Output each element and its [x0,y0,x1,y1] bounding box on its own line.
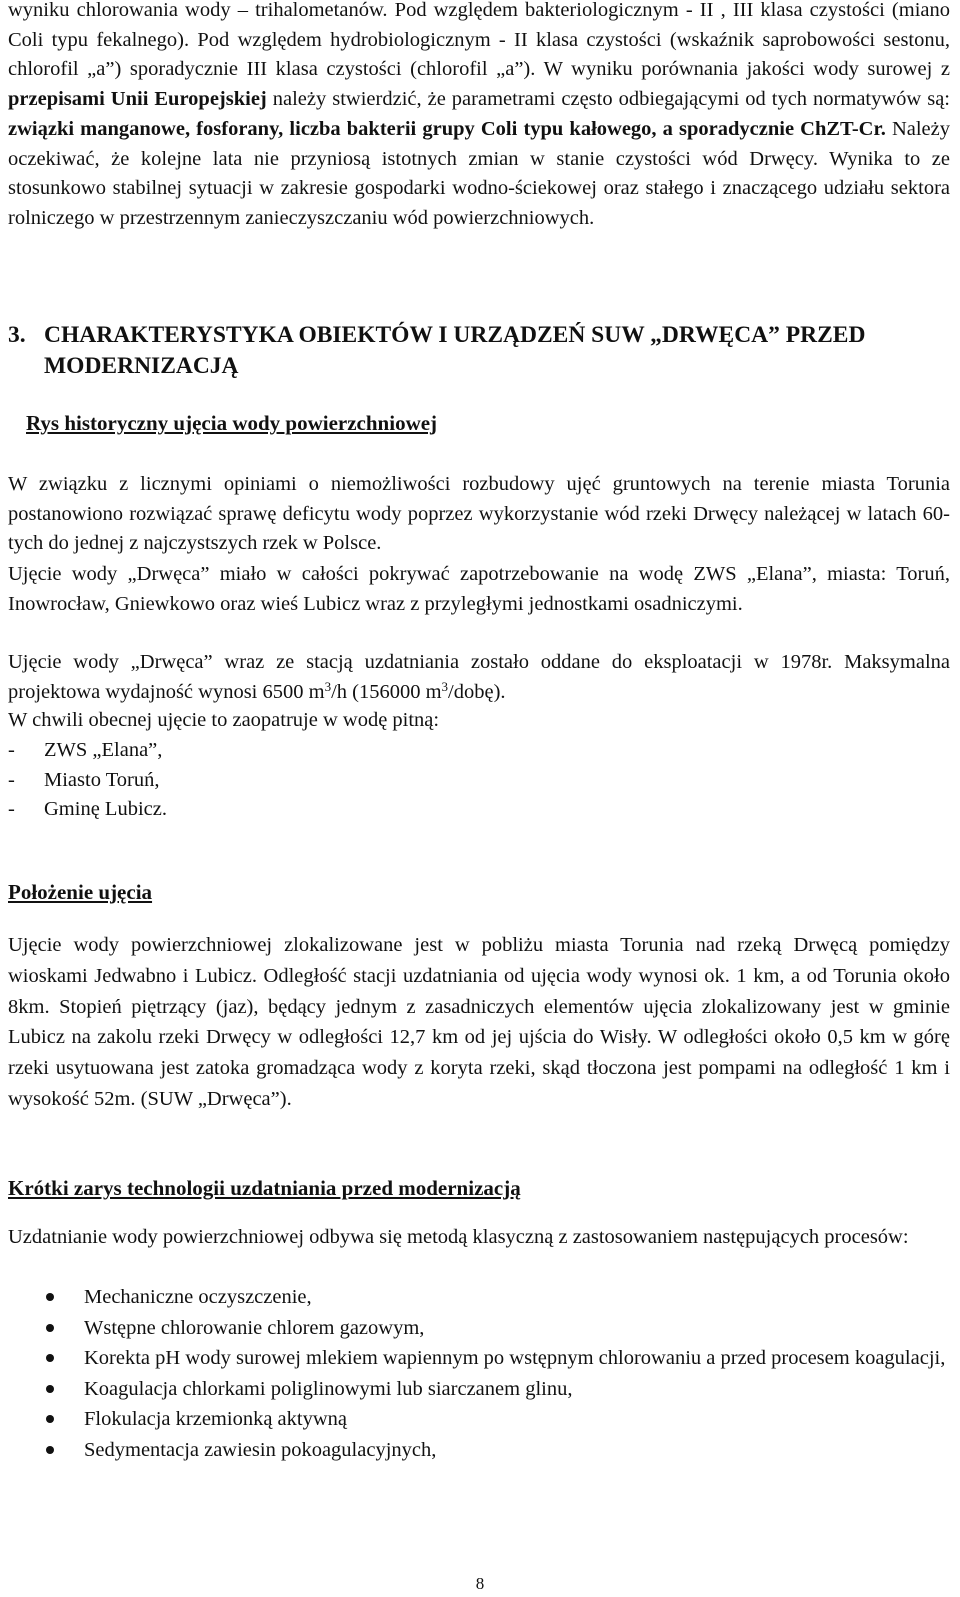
intro-bold-2: związki manganowe, fosforany, liczba bakterii grupy Coli typu kałowego, a sporadycznie ChZT-Cr. [8,117,886,140]
history-paragraph-4: W chwili obecnej ujęcie to zaopatruje w wodę pitną: [8,709,440,731]
bullet-icon [46,1385,54,1393]
list-item [8,736,167,766]
technology-paragraph: Uzdatnianie wody powierzchniowej odbywa się metodą klasyczną z zastosowaniem następujących procesów: [8,1226,909,1248]
list-item-text: Wstępne chlorowanie chlorem gazowym, [84,1316,425,1339]
list-item [8,795,167,825]
section-3-heading [8,320,950,382]
location-heading: Położenie ujęcia [8,880,153,904]
dash-marker: - [8,739,15,761]
list-item-text: Miasto Toruń, [44,768,160,791]
list-item [8,1374,950,1405]
list-item-text: Korekta pH wody surowej mlekiem wapiennym po wstępnym chlorowaniu a przed procesem koagulacji, [84,1347,946,1369]
list-item [8,1343,950,1374]
history-p3-text-b: /h (156000 m [331,680,442,703]
page-number: 8 [475,1574,485,1593]
history-p3-text-c: /dobę). [448,680,506,703]
bullet-icon [46,1293,54,1301]
list-item-text: Gminę Lubicz. [44,798,167,821]
history-p3-sup-2: 3 [441,678,449,694]
list-item [8,1282,950,1313]
intro-bold-1: przepisami Unii Europejskiej [8,88,267,111]
history-p3-text-a: Ujęcie wody „Drwęca” wraz ze stacją uzdatniania zostało oddane do eksploatacji w 1978r. Maksymalna projektowa wydajność wynosi 6500 m [8,651,950,703]
section-3-title-line2: MODERNIZACJĄ [44,353,239,379]
intro-text-2: należy stwierdzić, że parametrami często odbiegającymi od tych normatywów są: [266,88,950,111]
list-item [8,1404,950,1435]
list-item [8,766,167,796]
dash-marker: - [8,768,15,791]
bullet-icon [46,1446,54,1454]
list-item [8,1435,950,1466]
intro-text-3: Należy oczekiwać, że kolejne lata nie przyniosą istotnych zmian w stanie czystości wód Drwęcy. Wynika to ze stosunkowo stabilnej sytuacji w zakresie gospodarki wodno-ściekowej oraz stałego i znaczącego udziału sektora rolniczego w przestrzennym zanieczyszczaniu wód powierzchniowych. [8,117,950,229]
list-item-text: Mechaniczne oczyszczenie, [84,1286,312,1308]
bullet-icon [46,1354,54,1362]
intro-paragraph [8,0,950,234]
history-paragraph-1: W związku z licznymi opiniami o niemożliwości rozbudowy ujęć gruntowych na terenie miasta Torunia postanowiono rozwiązać sprawę deficytu wody poprzez wykorzystanie wód rzeki Drwęcy należącej w latach 60-tych do jednej z najczystszych rzek w Polsce. [8,473,950,555]
process-list [8,1282,950,1465]
list-item-text: Flokulacja krzemionką aktywną [84,1408,347,1430]
list-item [8,1313,950,1344]
list-item-text: Sedymentacja zawiesin pokoagulacyjnych, [84,1438,437,1461]
section-3-number: 3. [8,322,26,348]
intro-text-1: wyniku chlorowania wody – trihalometanów. Pod względem bakteriologicznym - II , III klasa czystości (miano Coli typu fekalnego). Pod względem hydrobiologicznym - II klasa czystości (wskaźnik saprobowości sestonu, chlorofil „a”) sporadycznie III klasa czystości (chlorofil „a”). W wyniku porównania jakości wody surowej z [8,0,950,81]
list-item-text: Koagulacja chlorkami poliglinowymi lub siarczanem glinu, [84,1377,573,1400]
history-heading: Rys historyczny ujęcia wody powierzchniowej [26,411,438,435]
bullet-icon [46,1324,54,1332]
list-item-text: ZWS „Elana”, [44,739,163,761]
dash-marker: - [8,798,15,821]
section-3-title-line1: CHARAKTERYSTYKA OBIEKTÓW I URZĄDZEŃ SUW „DRWĘCA” PRZED [44,322,866,348]
history-paragraph-3 [8,648,950,707]
bullet-icon [46,1415,54,1423]
location-paragraph: Ujęcie wody powierzchniowej zlokalizowane jest w pobliżu miasta Torunia nad rzeką Drwęcą pomiędzy wioskami Jedwabno i Lubicz. Odległość stacji uzdatniania od ujęcia wody wynosi ok. 1 km, a od Torunia około 8km. Stopień piętrzący (jaz), będący jednym z zasadniczych elementów ujęcia zlokalizowany jest w gminie Lubicz na zakolu rzeki Drwęcy w odległości 12,7 km od jej ujścia do Wisły. W odległości około 0,5 km w górę rzeki usytuowana jest zatoka gromadząca wody z koryta rzeki, skąd tłoczona jest pompami na odległość 1 km i wysokość 52m. (SUW „Drwęca”). [8,934,950,1110]
supplied-list [8,736,167,825]
history-p3-sup-1: 3 [324,678,332,694]
technology-heading: Krótki zarys technologii uzdatniania przed modernizacją [8,1176,521,1200]
history-paragraph-2: Ujęcie wody „Drwęca” miało w całości pokrywać zapotrzebowanie na wodę ZWS „Elana”, miasta: Toruń, Inowrocław, Gniewkowo oraz wieś Lubicz wraz z przyległymi jednostkami osadniczymi. [8,563,950,615]
